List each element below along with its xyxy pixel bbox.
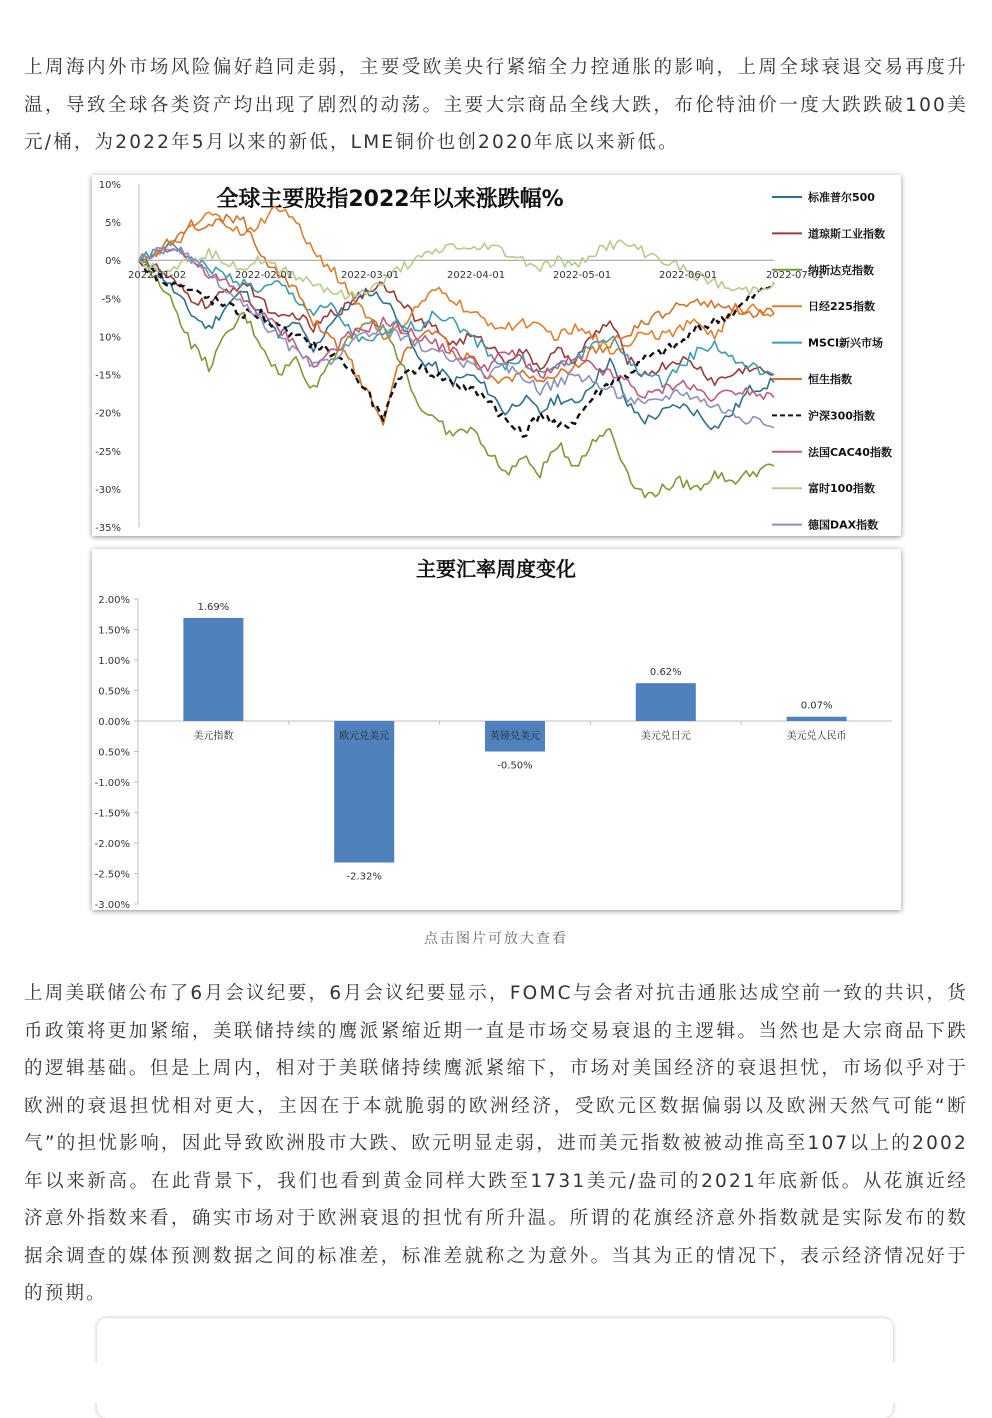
bar[interactable] xyxy=(334,721,394,863)
line-chart-x-tick: 2022-04-01 xyxy=(447,270,506,282)
bar-value-label: -0.50% xyxy=(497,760,533,772)
bar-chart-y-tick: 1.50% xyxy=(98,625,130,637)
line-chart-y-tick: -25% xyxy=(95,446,121,458)
legend-label: 德国DAX指数 xyxy=(808,518,879,532)
legend-label: 沪深300指数 xyxy=(808,409,875,423)
legend-label: 道琼斯工业指数 xyxy=(808,227,885,241)
line-chart-x-tick: 2022-03-01 xyxy=(341,270,400,282)
legend-label: MSCI新兴市场 xyxy=(808,336,884,350)
bar[interactable] xyxy=(183,618,243,721)
line-chart-y-tick: 5% xyxy=(105,218,121,230)
bar-category-label: 英镑兑美元 xyxy=(490,731,540,742)
fx-weekly-chart[interactable] xyxy=(92,549,901,910)
bar-value-label: 0.62% xyxy=(649,667,682,679)
line-chart-y-tick: 0% xyxy=(105,256,121,268)
bar-category-label: 美元兑日元 xyxy=(640,731,691,742)
line-chart-y-tick: -5% xyxy=(101,294,121,306)
stock-index-chart-svg xyxy=(92,175,901,536)
line-chart-title: 全球主要股指2022年以来涨跌幅% xyxy=(216,187,564,212)
line-chart-y-tick: -20% xyxy=(95,408,121,420)
bar-value-label: 0.07% xyxy=(800,700,833,712)
line-chart-y-tick: 10% xyxy=(98,332,121,344)
legend-label: 富时100指数 xyxy=(808,482,875,496)
bar-value-label: -2.32% xyxy=(346,871,382,883)
bar-category-label: 美元兑人民币 xyxy=(786,731,847,742)
legend-label: 法国CAC40指数 xyxy=(808,445,892,459)
bar-chart-y-tick: 1.00% xyxy=(98,656,130,667)
intro-paragraph: 上周海内外市场风险偏好趋同走弱，主要受欧美央行紧缩全力控通胀的影响，上周全球衰退交易再度升温，导致全球各类资产均出现了剧烈的动荡。主要大宗商品全线大跌，布伦特油价一度大跌跌破100美元/桶，为2022年5月以来的新低，LME铜价也创2020年底以来新低。 xyxy=(24,57,968,153)
legend-label: 标准普尔500 xyxy=(808,191,875,204)
stock-index-chart[interactable] xyxy=(92,175,901,536)
line-chart-y-tick: -15% xyxy=(95,370,121,382)
line-chart-y-tick: 10% xyxy=(98,180,121,191)
body-paragraph: 上周美联储公布了6月会议纪要，6月会议纪要显示，FOMC与会者对抗击通胀达成空前一致的共识，货币政策将更加紧缩，美联储持续的鹰派紧缩近期一直是市场交易衰退的主逻辑。当然也是大宗商品下跌的逻辑基础。但是上周内，相对于美联储持续鹰派紧缩下，市场对美国经济的衰退担忧，市场似乎对于欧洲的衰退担忧相对更大，主因在于本就脆弱的欧洲经济，受欧元区数据偏弱以及欧洲天然气可能“断气”的担忧影响，因此导致欧洲股市大跌、欧元明显走弱，进而美元指数被被动推高至107以上的2002年以来新高。在此背景下，我们也看到黄金同样大跌至1731美元/盎司的2021年底新低。从花旗近经济意外指数来看，确实市场对于欧洲衰退的担忧有所升温。所谓的花旗经济意外指数就是实际发布的数据余调查的媒体预测数据之间的标准差，标准差就称之为意外。当其为正的情况下，表示经济情况好于的预期。 xyxy=(24,983,968,1304)
bar[interactable] xyxy=(787,717,847,721)
legend-label: 纳斯达克指数 xyxy=(808,263,874,277)
bar-chart-y-tick: 0.50% xyxy=(98,686,130,698)
bar-chart-y-tick: 2.00% xyxy=(98,595,130,606)
viewport-bottom xyxy=(0,1362,992,1403)
bar-chart-y-tick: -2.50% xyxy=(94,869,130,881)
bar-value-label: 1.69% xyxy=(197,601,230,613)
line-chart-y-tick: -30% xyxy=(95,484,121,496)
line-chart-y-tick: -35% xyxy=(95,523,121,534)
line-chart-x-tick: 2022-01-02 xyxy=(128,270,187,282)
line-chart-x-tick: 2022-07-01 xyxy=(766,270,825,282)
legend-label: 恒生指数 xyxy=(808,373,852,386)
bar-chart-y-tick: 0.50% xyxy=(98,747,130,759)
bar-chart-y-tick: -2.00% xyxy=(94,839,130,850)
bar-chart-y-tick: 0.00% xyxy=(98,717,130,728)
bar-chart-title: 主要汇率周度变化 xyxy=(416,557,576,581)
bar-category-label: 欧元兑美元 xyxy=(339,731,390,742)
legend-label: 日经225指数 xyxy=(808,300,875,314)
image-caption: 点击图片可放大查看 xyxy=(424,931,568,947)
fx-weekly-chart-svg xyxy=(92,549,901,910)
bar-category-label: 美元指数 xyxy=(193,731,234,742)
bar[interactable] xyxy=(636,683,696,721)
bar-chart-y-tick: -3.00% xyxy=(94,900,130,910)
line-chart-x-tick: 2022-02-01 xyxy=(235,270,294,282)
bar-chart-y-tick: -1.50% xyxy=(94,808,130,820)
bar-chart-y-tick: -1.00% xyxy=(94,778,130,789)
line-chart-x-tick: 2022-05-01 xyxy=(553,270,612,282)
line-chart-x-tick: 2022-06-01 xyxy=(659,270,718,282)
